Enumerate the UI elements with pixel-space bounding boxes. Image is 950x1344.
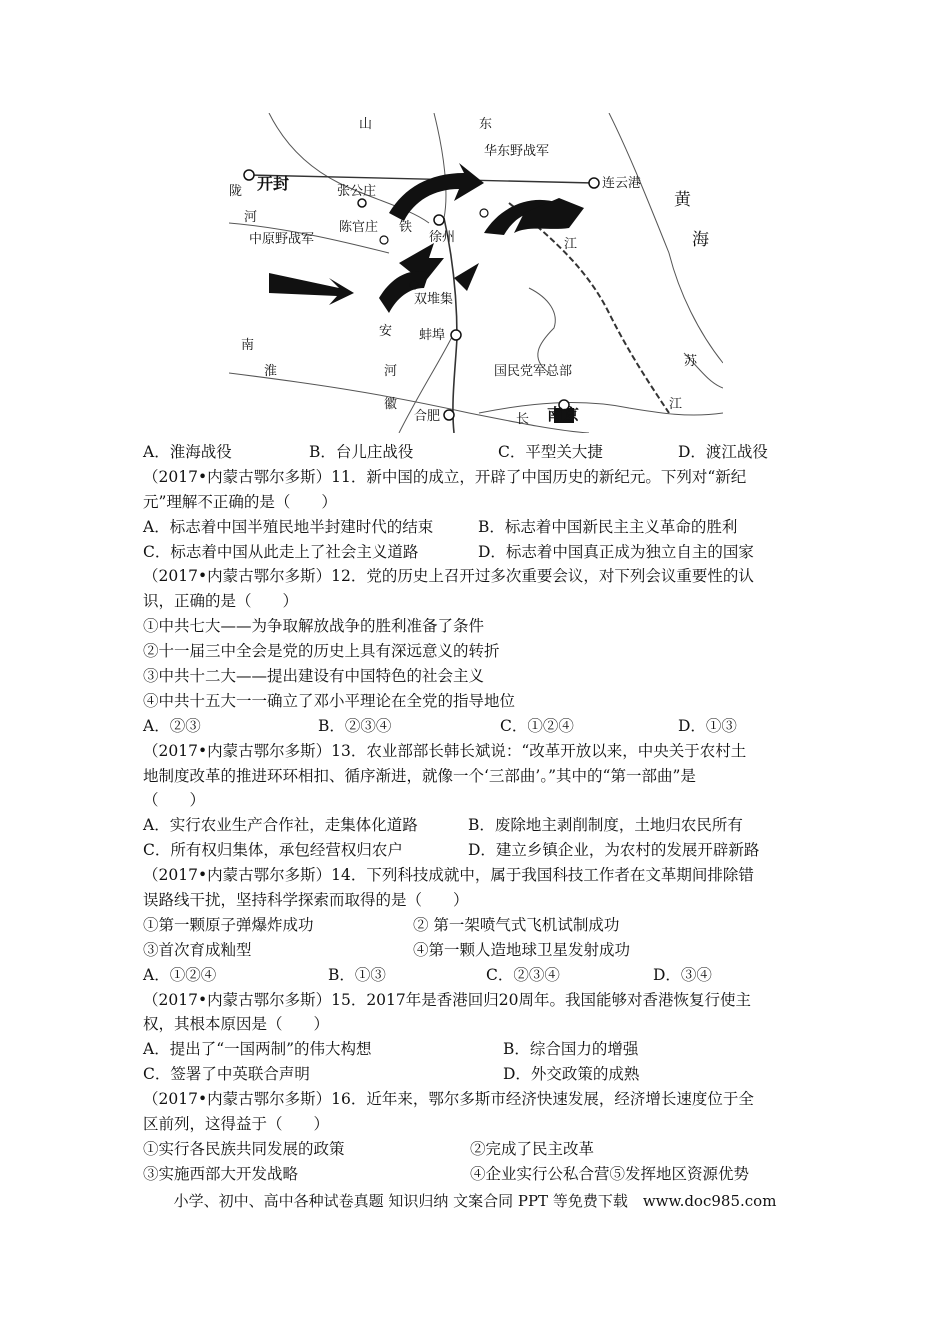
map-label-zhanggongzhuang: 张公庄 (337, 184, 377, 199)
map-label-nanjing: 南京 (547, 405, 580, 424)
map-label-shan: 山 (359, 117, 373, 132)
option-a: A．标志着中国半殖民地半封建时代的结束 (143, 517, 434, 536)
map-label-huadong: 华东野战军 (484, 144, 550, 159)
question-11-cont: 元”理解不正确的是（ ） (143, 492, 337, 511)
map-label-an: 安 (379, 324, 393, 339)
map-label-zhongyuan: 中原野战军 (249, 232, 315, 247)
huaihai-campaign-map (229, 113, 723, 433)
statement-2: ②十一届三中全会是党的历史上具有深远意义的转折 (143, 642, 500, 661)
statements-q16-12 (143, 1137, 823, 1162)
map-label-he1: 河 (244, 210, 258, 225)
statement-1: ①实行各民族共同发展的政策 (143, 1139, 345, 1158)
option-b: B．①③ (328, 965, 386, 984)
statement-4: ④中共十五大一一确立了邓小平理论在全党的指导地位 (143, 691, 516, 710)
option-c: C．所有权归集体，承包经营权归农户 (143, 841, 403, 860)
map-label-chenguanzhuang: 陈官庄 (339, 220, 379, 235)
map-label-jiang: 江 (564, 237, 578, 252)
statement-3: ③中共十二大——提出建设有中国特色的社会主义 (143, 667, 485, 686)
map-label-huang: 黄 (674, 190, 691, 210)
question-15-cont: 权，其根本原因是（ ） (143, 1015, 330, 1034)
question-15: （2017•内蒙古鄂尔多斯）15．2017年是香港回归20周年。我国能够对香港恢复行使主 (143, 990, 751, 1009)
map-label-hui: 徽 (384, 397, 398, 412)
map-label-hai: 海 (692, 230, 709, 250)
options-q10 (143, 440, 823, 465)
option-d: D．①③ (678, 716, 737, 735)
question-11: （2017•内蒙古鄂尔多斯）11．新中国的成立，开辟了中国历史的新纪元。下列对“新纪 (143, 467, 747, 486)
map-label-dong: 东 (479, 117, 493, 132)
question-12: （2017•内蒙古鄂尔多斯）12．党的历史上召开过多次重要会议，对下列会议重要性的认 (143, 567, 754, 586)
map-label-huai: 淮 (264, 364, 278, 379)
options-q15-cd (143, 1062, 823, 1087)
map-label-nan: 南 (241, 338, 255, 353)
options-q15-ab (143, 1037, 823, 1062)
option-a: A．提出了“一国两制”的伟大构想 (143, 1040, 372, 1059)
question-13: （2017•内蒙古鄂尔多斯）13．农业部部长韩长斌说：“改革开放以来，中央关于农村土 (143, 741, 747, 760)
option-c: C．签署了中英联合声明 (143, 1065, 310, 1084)
option-d: D．标志着中国真正成为独立自主的国家 (478, 542, 754, 561)
question-16-cont: 区前列，这得益于（ ） (143, 1115, 330, 1134)
map-label-lianyungang: 连云港 (602, 176, 642, 191)
map-label-xuzhou: 徐州 (429, 230, 456, 245)
map-label-hefei: 合肥 (414, 409, 441, 424)
options-q11-cd (143, 540, 823, 565)
option-b: B．废除地主剥削制度，土地归农民所有 (468, 816, 743, 835)
statement-3: ③实施西部大开发战略 (143, 1164, 299, 1183)
options-q13-cd (143, 838, 823, 863)
question-text (143, 440, 823, 1187)
option-a: A．淮海战役 (143, 443, 232, 461)
options-q11-ab (143, 515, 823, 540)
option-c: C．①②④ (500, 716, 574, 735)
option-a: A．实行农业生产合作社，走集体化道路 (143, 816, 418, 835)
option-d: D．③④ (653, 965, 712, 984)
map-label-kaifeng: 开封 (257, 174, 290, 193)
option-b: B．台儿庄战役 (309, 443, 414, 461)
statement-2: ②完成了民主改革 (470, 1139, 595, 1158)
statements-q14-34 (143, 938, 823, 963)
option-d: D．建立乡镇企业，为农村的发展开辟新路 (468, 841, 760, 860)
map-label-shuangduiji: 双堆集 (414, 292, 454, 307)
statement-4: ④第一颗人造地球卫星发射成功 (413, 940, 631, 959)
option-b: B．综合国力的增强 (503, 1040, 639, 1059)
question-14-cont: 误路线干扰，坚持科学探索而取得的是（ ） (143, 891, 469, 910)
question-16: （2017•内蒙古鄂尔多斯）16．近年来，鄂尔多斯市经济快速发展，经济增长速度位于全 (143, 1090, 754, 1109)
option-c: C．②③④ (486, 965, 560, 984)
statement-4-5: ④企业实行公私合营⑤发挥地区资源优势 (470, 1164, 750, 1183)
options-q14 (143, 963, 823, 988)
map-label-chang: 长 (516, 412, 530, 427)
option-c: C．标志着中国从此走上了社会主义道路 (143, 542, 419, 561)
question-14: （2017•内蒙古鄂尔多斯）14．下列科技成就中，属于我国科技工作者在文革期间排除错 (143, 866, 754, 885)
map-label-jiang2: 江 (669, 397, 683, 412)
statement-1: ①中共七大——为争取解放战争的胜利准备了条件 (143, 617, 485, 636)
option-d: D．渡江战役 (678, 443, 768, 461)
question-13-cont2: （ ） (143, 791, 206, 810)
option-b: B．②③④ (318, 716, 392, 735)
statements-q16-345 (143, 1162, 823, 1187)
statement-1: ①第一颗原子弹爆炸成功 (143, 915, 314, 934)
statements-q14-12 (143, 913, 823, 938)
statement-2: ② 第一架喷气式飞机试制成功 (413, 915, 620, 934)
question-13-cont: 地制度改革的推进环环相扣、循序渐进，就像一个‘三部曲’。”其中的“第一部曲”是 (143, 766, 696, 785)
option-b: B．标志着中国新民主主义革命的胜利 (478, 517, 738, 536)
map-label-bengbu: 蚌埠 (419, 328, 446, 343)
page-footer: 小学、初中、高中各种试卷真题 知识归纳 文案合同 PPT 等免费下载 www.doc985.com (173, 1192, 777, 1210)
map-label-tie: 铁 (399, 220, 413, 235)
map-label-su: 苏 (684, 354, 698, 369)
option-a: A．②③ (143, 716, 201, 735)
options-q13-ab (143, 813, 823, 838)
option-d: D．外交政策的成熟 (503, 1065, 640, 1084)
map-label-long: 陇 (229, 184, 243, 199)
question-12-cont: 识，正确的是（ ） (143, 592, 299, 611)
map-label-he2: 河 (384, 364, 398, 379)
option-c: C．平型关大捷 (498, 443, 603, 461)
statement-3: ③首次育成籼型 (143, 940, 252, 959)
option-a: A．①②④ (143, 965, 217, 984)
map-label-guomindang: 国民党军总部 (494, 364, 573, 379)
options-q12 (143, 714, 823, 739)
